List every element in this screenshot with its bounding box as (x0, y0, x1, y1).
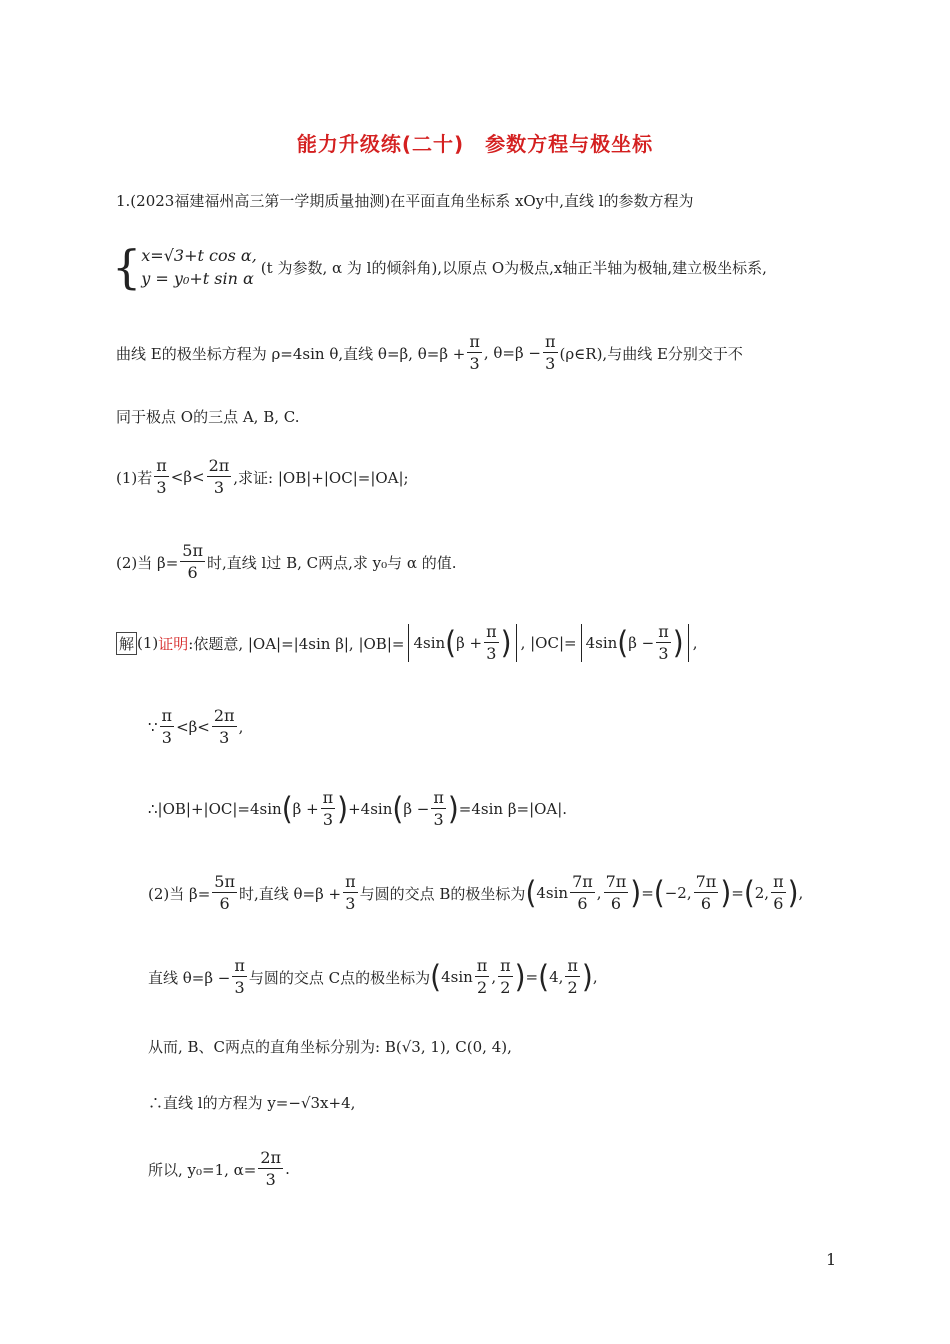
text-segment: , (592, 968, 598, 986)
text-segment: 4sin (536, 884, 569, 902)
fraction-2pi-3: $\frac{2\pi}{3}$ (260, 1148, 282, 1189)
text-segment: 所以, y₀=1, α= (148, 1160, 257, 1179)
text-segment: 2, (754, 884, 770, 902)
equation-y: y = y₀+t sin α (141, 269, 254, 289)
abs-bar (581, 624, 582, 662)
text-segment: ∴|OB|+|OC|=4sin (148, 800, 282, 818)
paren-close: ) (630, 874, 642, 911)
text-segment: , (238, 718, 244, 736)
text-segment: 与圆的交点 C点的极坐标为 (248, 968, 431, 987)
text-segment: β − (628, 634, 655, 652)
fraction-2pi-3: $\frac{2\pi}{3}$ (213, 706, 235, 747)
text-segment: 4, (549, 968, 564, 986)
solution-line-1 (116, 624, 697, 662)
solution-line-6: 从而, B、C两点的直角坐标分别为: B(√3, 1), C(0, 4), (148, 1038, 512, 1056)
text-segment: (ρ∈R),与曲线 E分别交于不 (559, 344, 743, 363)
fraction-7pi-6: $\frac{7\pi}{6}$ (605, 872, 627, 913)
text-segment: , (596, 884, 602, 902)
solution-line-2 (148, 708, 243, 746)
paren-open: ( (617, 624, 629, 661)
text-segment: (2)当 β= (116, 553, 179, 572)
paren-close: ) (337, 790, 349, 827)
equation-system (141, 244, 257, 290)
parameter-note: (t 为参数, α 为 l的倾斜角),以原点 O为极点,x轴正半轴为极轴,建立极坐标系, (260, 258, 767, 277)
fraction-pi-3: $\frac{\pi}{3}$ (345, 872, 356, 913)
paren-open: ( (445, 624, 457, 661)
paren-open: ( (525, 874, 537, 911)
fraction-pi-2: $\frac{\pi}{2}$ (567, 956, 578, 997)
solution-line-5 (148, 958, 598, 996)
text-segment: :依题意, |OA|=|4sin β|, |OB|= (188, 634, 405, 653)
fraction-2pi-3: $\frac{2\pi}{3}$ (208, 456, 230, 497)
fraction-5pi-6: $\frac{5\pi}{6}$ (214, 872, 235, 913)
text-segment: , θ=β − (483, 344, 541, 362)
abs-bar (516, 624, 517, 662)
solution-tag: 解 (116, 632, 137, 655)
solution-line-4 (148, 874, 803, 912)
fraction-pi-3: $\frac{\pi}{3}$ (234, 956, 245, 997)
text-segment: <β< (176, 718, 210, 736)
fraction-pi-2: $\frac{\pi}{2}$ (500, 956, 511, 997)
text-segment: = (525, 968, 539, 986)
fraction-pi-6: $\frac{\pi}{6}$ (773, 872, 784, 913)
paren-close: ) (581, 958, 593, 995)
fraction-pi-3: $\frac{\pi}{3}$ (161, 706, 173, 747)
paren-close: ) (500, 624, 512, 661)
text-segment: ∵ (148, 718, 158, 736)
paren-close: ) (514, 958, 526, 995)
text-segment: (2)当 β= (148, 884, 211, 903)
equation-x: x=√3+t cos α, (141, 246, 257, 265)
fraction-pi-2: $\frac{\pi}{2}$ (476, 956, 488, 997)
paren-open: ( (743, 874, 755, 911)
text-segment: β + (292, 800, 319, 818)
left-brace: { (112, 240, 142, 295)
text-segment: (1) (137, 634, 159, 652)
text-segment: =4sin β=|OA|. (458, 800, 568, 818)
text-segment: 与圆的交点 B的极坐标为 (359, 884, 526, 903)
fraction-7pi-6: $\frac{7\pi}{6}$ (695, 872, 717, 913)
text-segment: , (798, 884, 804, 902)
text-segment: . (285, 1160, 290, 1178)
abs-bar (408, 624, 409, 662)
abs-bar (688, 624, 689, 662)
text-segment: 时,直线 l过 B, C两点,求 y₀与 α 的值. (206, 553, 457, 572)
fraction-pi-3: $\frac{\pi}{3}$ (433, 788, 444, 829)
text-segment: 4sin (585, 634, 618, 652)
text-segment: ,求证: |OB|+|OC|=|OA|; (233, 468, 409, 487)
solution-line-3 (148, 790, 567, 828)
fraction-pi-3: $\frac{\pi}{3}$ (469, 332, 480, 373)
text-segment: = (641, 884, 654, 902)
text-segment: (1)若 (116, 468, 153, 487)
problem-intro: 1.(2023福建福州高三第一学期质量抽测)在平面直角坐标系 xOy中,直线 l的参数方程为 (116, 192, 694, 210)
text-segment: −2, (664, 884, 692, 902)
page-number: 1 (826, 1250, 837, 1269)
fraction-pi-3: $\frac{\pi}{3}$ (486, 622, 497, 663)
paren-open: ( (653, 874, 665, 911)
text-segment: β − (403, 800, 430, 818)
proof-label: 证明 (158, 634, 189, 653)
text-segment: , (491, 968, 497, 986)
question-1 (116, 458, 409, 496)
parametric-system (112, 240, 767, 295)
paren-close: ) (720, 874, 732, 911)
solution-line-7: ∴直线 l的方程为 y=−√3x+4, (148, 1094, 356, 1112)
text-segment: = (731, 884, 744, 902)
paren-close: ) (447, 790, 459, 827)
text-segment: 4sin (441, 968, 473, 986)
page-title: 能力升级练(二十) 参数方程与极坐标 (296, 132, 654, 156)
fraction-pi-3: $\frac{\pi}{3}$ (156, 456, 167, 497)
paren-open: ( (430, 958, 442, 995)
text-segment: β + (456, 634, 483, 652)
paren-open: ( (281, 790, 293, 827)
text-segment: 直线 θ=β − (148, 968, 231, 987)
fraction-5pi-6: $\frac{5\pi}{6}$ (182, 541, 203, 582)
text-segment: , (692, 634, 698, 652)
paren-close: ) (787, 874, 799, 911)
paren-open: ( (392, 790, 404, 827)
fraction-7pi-6: $\frac{7\pi}{6}$ (572, 872, 593, 913)
fraction-pi-3: $\frac{\pi}{3}$ (322, 788, 334, 829)
fraction-pi-3: $\frac{\pi}{3}$ (545, 332, 556, 373)
text-segment: <β< (170, 468, 205, 486)
paren-close: ) (672, 624, 684, 661)
paren-open: ( (538, 958, 550, 995)
text-segment: 曲线 E的极坐标方程为 ρ=4sin θ,直线 θ=β, θ=β + (116, 344, 466, 363)
question-2 (116, 543, 457, 581)
problem-line-points: 同于极点 O的三点 A, B, C. (116, 408, 300, 426)
problem-line-curve (116, 334, 743, 372)
text-segment: +4sin (348, 800, 393, 818)
fraction-pi-3: $\frac{\pi}{3}$ (658, 622, 669, 663)
text-segment: , |OC|= (520, 634, 577, 652)
text-segment: 4sin (413, 634, 446, 652)
solution-line-8 (148, 1150, 290, 1188)
text-segment: 时,直线 θ=β + (238, 884, 342, 903)
